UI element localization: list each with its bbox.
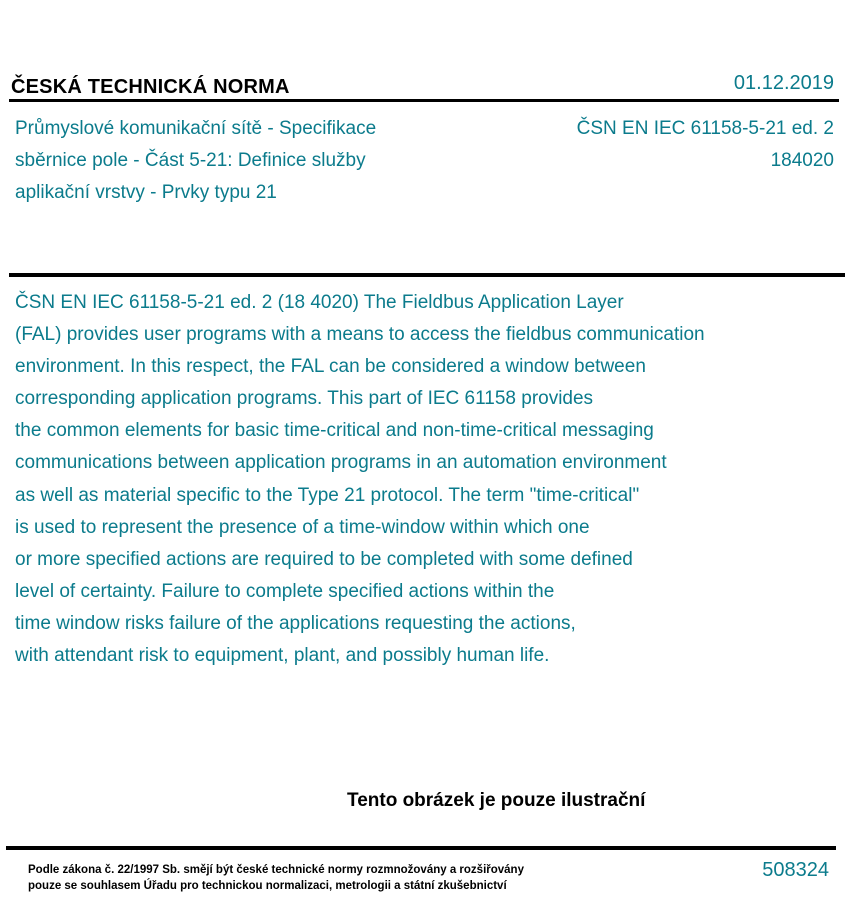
standard-title-line: aplikační vrstvy - Prvky typu 21 bbox=[15, 182, 277, 203]
illustration-note: Tento obrázek je pouze ilustrační bbox=[347, 790, 646, 811]
abstract-line: the common elements for basic time-critical and non-time-critical messaging bbox=[15, 420, 654, 442]
header-divider bbox=[9, 99, 839, 102]
footer-divider bbox=[6, 846, 836, 850]
issue-date: 01.12.2019 bbox=[733, 72, 834, 94]
legal-notice bbox=[28, 862, 524, 894]
abstract-line: or more specified actions are required to be completed with some defined bbox=[15, 548, 633, 570]
abstract-line: ČSN EN IEC 61158-5-21 ed. 2 (18 4020) The Fieldbus Application Layer bbox=[15, 292, 624, 313]
abstract-line: level of certainty. Failure to complete specified actions within the bbox=[15, 580, 555, 602]
classification-number: 184020 bbox=[770, 150, 834, 171]
standard-designation: ČSN EN IEC 61158-5-21 ed. 2 bbox=[576, 118, 834, 139]
standard-title bbox=[15, 113, 485, 209]
abstract-line: as well as material specific to the Type 21 protocol. The term "time-critical" bbox=[15, 484, 640, 506]
abstract-line: (FAL) provides user programs with a means to access the fieldbus communication bbox=[15, 324, 705, 346]
document-number: 508324 bbox=[762, 859, 829, 881]
abstract-line: with attendant risk to equipment, plant, and possibly human life. bbox=[15, 645, 550, 667]
abstract bbox=[15, 287, 835, 672]
abstract-line: corresponding application programs. This part of IEC 61158 provides bbox=[15, 388, 594, 410]
legal-notice-line: pouze se souhlasem Úřadu pro technickou normalizaci, metrologii a státní zkušebnictví bbox=[28, 880, 507, 892]
abstract-line: time window risks failure of the applications requesting the actions, bbox=[15, 612, 576, 634]
document-type-title: ČESKÁ TECHNICKÁ NORMA bbox=[11, 76, 290, 98]
standard-identification bbox=[577, 113, 834, 177]
abstract-line: environment. In this respect, the FAL can be considered a window between bbox=[15, 356, 646, 378]
abstract-line: communications between application programs in an automation environment bbox=[15, 452, 667, 474]
legal-notice-line: Podle zákona č. 22/1997 Sb. smějí být české technické normy rozmnožovány a rozšiřovány bbox=[28, 864, 524, 876]
standard-title-line: sběrnice pole - Část 5-21: Definice služby bbox=[15, 150, 366, 171]
section-divider bbox=[9, 273, 845, 277]
standard-title-line: Průmyslové komunikační sítě - Specifikace bbox=[15, 118, 377, 139]
abstract-line: is used to represent the presence of a time-window within which one bbox=[15, 516, 590, 538]
